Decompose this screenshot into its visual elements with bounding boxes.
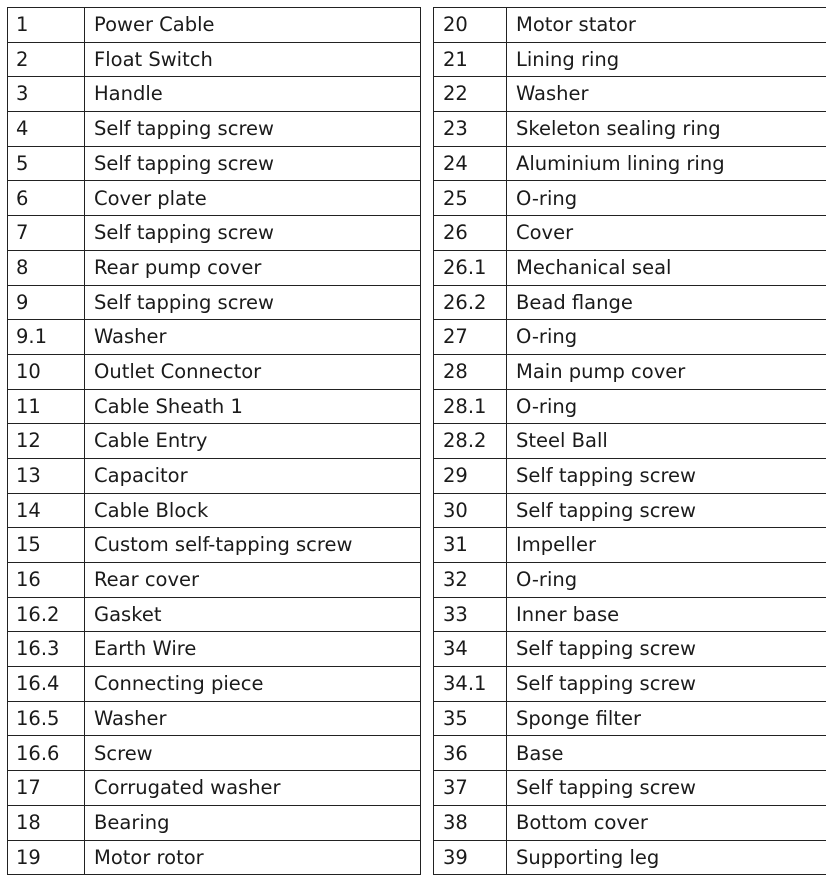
part-name-cell: Self tapping screw — [85, 285, 421, 320]
table-row — [8, 354, 421, 389]
table-row — [434, 632, 826, 667]
table-row — [434, 805, 826, 840]
part-name-cell: Outlet Connector — [85, 354, 421, 389]
part-name-cell: Skeleton sealing ring — [507, 112, 826, 147]
part-name-cell: Self tapping screw — [507, 771, 826, 806]
part-number-cell: 16.5 — [8, 701, 85, 736]
part-number-cell: 16.3 — [8, 632, 85, 667]
part-number-cell: 32 — [434, 563, 507, 598]
part-name-cell: O-ring — [507, 320, 826, 355]
table-row — [8, 701, 421, 736]
part-name-cell: Motor stator — [507, 8, 826, 43]
part-number-cell: 19 — [8, 840, 85, 875]
part-name-cell: Self tapping screw — [85, 216, 421, 251]
table-row — [8, 146, 421, 181]
part-name-cell: O-ring — [507, 389, 826, 424]
table-row — [434, 771, 826, 806]
part-name-cell: Capacitor — [85, 458, 421, 493]
part-number-cell: 30 — [434, 493, 507, 528]
table-row — [8, 771, 421, 806]
part-name-cell: Custom self-tapping screw — [85, 528, 421, 563]
table-row — [434, 112, 826, 147]
part-number-cell: 6 — [8, 181, 85, 216]
table-row — [434, 424, 826, 459]
part-name-cell: Self tapping screw — [507, 667, 826, 702]
part-number-cell: 14 — [8, 493, 85, 528]
part-number-cell: 36 — [434, 736, 507, 771]
part-number-cell: 26.1 — [434, 250, 507, 285]
part-number-cell: 5 — [8, 146, 85, 181]
table-row — [8, 112, 421, 147]
table-row — [8, 389, 421, 424]
part-number-cell: 16.4 — [8, 667, 85, 702]
part-number-cell: 8 — [8, 250, 85, 285]
part-name-cell: Self tapping screw — [85, 146, 421, 181]
table-row — [434, 493, 826, 528]
table-row — [8, 528, 421, 563]
table-row — [434, 250, 826, 285]
part-name-cell: Sponge filter — [507, 701, 826, 736]
part-number-cell: 16.2 — [8, 597, 85, 632]
part-name-cell: Inner base — [507, 597, 826, 632]
table-row — [8, 42, 421, 77]
part-number-cell: 9.1 — [8, 320, 85, 355]
table-row — [434, 354, 826, 389]
table-row — [434, 840, 826, 875]
part-name-cell: Float Switch — [85, 42, 421, 77]
part-name-cell: Cover — [507, 216, 826, 251]
part-number-cell: 9 — [8, 285, 85, 320]
part-name-cell: Mechanical seal — [507, 250, 826, 285]
part-number-cell: 21 — [434, 42, 507, 77]
part-name-cell: Screw — [85, 736, 421, 771]
part-number-cell: 12 — [8, 424, 85, 459]
part-name-cell: Base — [507, 736, 826, 771]
table-row — [434, 563, 826, 598]
table-row — [8, 320, 421, 355]
table-row — [434, 667, 826, 702]
part-number-cell: 15 — [8, 528, 85, 563]
table-row — [8, 736, 421, 771]
table-row — [8, 8, 421, 43]
parts-table-left-body — [8, 8, 421, 875]
table-row — [8, 840, 421, 875]
parts-table-left — [7, 7, 421, 875]
part-number-cell: 18 — [8, 805, 85, 840]
table-row — [434, 389, 826, 424]
table-row — [8, 216, 421, 251]
table-row — [434, 597, 826, 632]
part-name-cell: Corrugated washer — [85, 771, 421, 806]
part-name-cell: O-ring — [507, 181, 826, 216]
part-number-cell: 34.1 — [434, 667, 507, 702]
part-number-cell: 4 — [8, 112, 85, 147]
table-row — [8, 250, 421, 285]
part-name-cell: Steel Ball — [507, 424, 826, 459]
part-name-cell: Cable Entry — [85, 424, 421, 459]
part-name-cell: Bottom cover — [507, 805, 826, 840]
parts-table-right-body — [434, 8, 826, 875]
part-name-cell: Rear cover — [85, 563, 421, 598]
part-name-cell: Rear pump cover — [85, 250, 421, 285]
table-row — [8, 805, 421, 840]
part-number-cell: 23 — [434, 112, 507, 147]
part-number-cell: 22 — [434, 77, 507, 112]
part-number-cell: 7 — [8, 216, 85, 251]
table-row — [8, 493, 421, 528]
part-number-cell: 17 — [8, 771, 85, 806]
table-row — [8, 181, 421, 216]
part-name-cell: Handle — [85, 77, 421, 112]
table-row — [434, 701, 826, 736]
part-name-cell: Aluminium lining ring — [507, 146, 826, 181]
part-number-cell: 28 — [434, 354, 507, 389]
table-row — [434, 458, 826, 493]
part-name-cell: Bead flange — [507, 285, 826, 320]
table-row — [434, 528, 826, 563]
part-name-cell: Main pump cover — [507, 354, 826, 389]
part-number-cell: 1 — [8, 8, 85, 43]
part-name-cell: Cable Sheath 1 — [85, 389, 421, 424]
part-name-cell: Cable Block — [85, 493, 421, 528]
table-row — [434, 285, 826, 320]
part-number-cell: 29 — [434, 458, 507, 493]
part-number-cell: 2 — [8, 42, 85, 77]
part-number-cell: 3 — [8, 77, 85, 112]
part-number-cell: 13 — [8, 458, 85, 493]
part-name-cell: Self tapping screw — [507, 458, 826, 493]
table-row — [434, 42, 826, 77]
table-row — [8, 563, 421, 598]
part-number-cell: 26.2 — [434, 285, 507, 320]
table-row — [8, 77, 421, 112]
part-number-cell: 35 — [434, 701, 507, 736]
part-number-cell: 38 — [434, 805, 507, 840]
table-row — [434, 181, 826, 216]
part-number-cell: 27 — [434, 320, 507, 355]
part-name-cell: Lining ring — [507, 42, 826, 77]
part-number-cell: 16 — [8, 563, 85, 598]
part-name-cell: Washer — [85, 320, 421, 355]
table-row — [434, 146, 826, 181]
part-number-cell: 37 — [434, 771, 507, 806]
part-number-cell: 10 — [8, 354, 85, 389]
part-name-cell: Supporting leg — [507, 840, 826, 875]
part-name-cell: Washer — [85, 701, 421, 736]
part-name-cell: Earth Wire — [85, 632, 421, 667]
table-row — [8, 632, 421, 667]
part-number-cell: 24 — [434, 146, 507, 181]
part-name-cell: Self tapping screw — [507, 493, 826, 528]
part-name-cell: Power Cable — [85, 8, 421, 43]
part-number-cell: 16.6 — [8, 736, 85, 771]
part-number-cell: 25 — [434, 181, 507, 216]
part-number-cell: 34 — [434, 632, 507, 667]
table-row — [434, 8, 826, 43]
table-row — [8, 597, 421, 632]
part-name-cell: Self tapping screw — [85, 112, 421, 147]
part-name-cell: Cover plate — [85, 181, 421, 216]
table-row — [8, 285, 421, 320]
table-row — [8, 424, 421, 459]
part-name-cell: Washer — [507, 77, 826, 112]
part-number-cell: 39 — [434, 840, 507, 875]
table-row — [434, 320, 826, 355]
part-number-cell: 11 — [8, 389, 85, 424]
part-name-cell: Connecting piece — [85, 667, 421, 702]
part-name-cell: Motor rotor — [85, 840, 421, 875]
part-name-cell: O-ring — [507, 563, 826, 598]
part-number-cell: 20 — [434, 8, 507, 43]
part-name-cell: Gasket — [85, 597, 421, 632]
part-name-cell: Bearing — [85, 805, 421, 840]
parts-table-right — [433, 7, 826, 875]
table-row — [8, 458, 421, 493]
table-row — [434, 216, 826, 251]
part-number-cell: 28.1 — [434, 389, 507, 424]
part-number-cell: 26 — [434, 216, 507, 251]
table-row — [434, 77, 826, 112]
part-number-cell: 31 — [434, 528, 507, 563]
table-row — [8, 667, 421, 702]
part-number-cell: 28.2 — [434, 424, 507, 459]
part-number-cell: 33 — [434, 597, 507, 632]
part-name-cell: Impeller — [507, 528, 826, 563]
part-name-cell: Self tapping screw — [507, 632, 826, 667]
table-row — [434, 736, 826, 771]
